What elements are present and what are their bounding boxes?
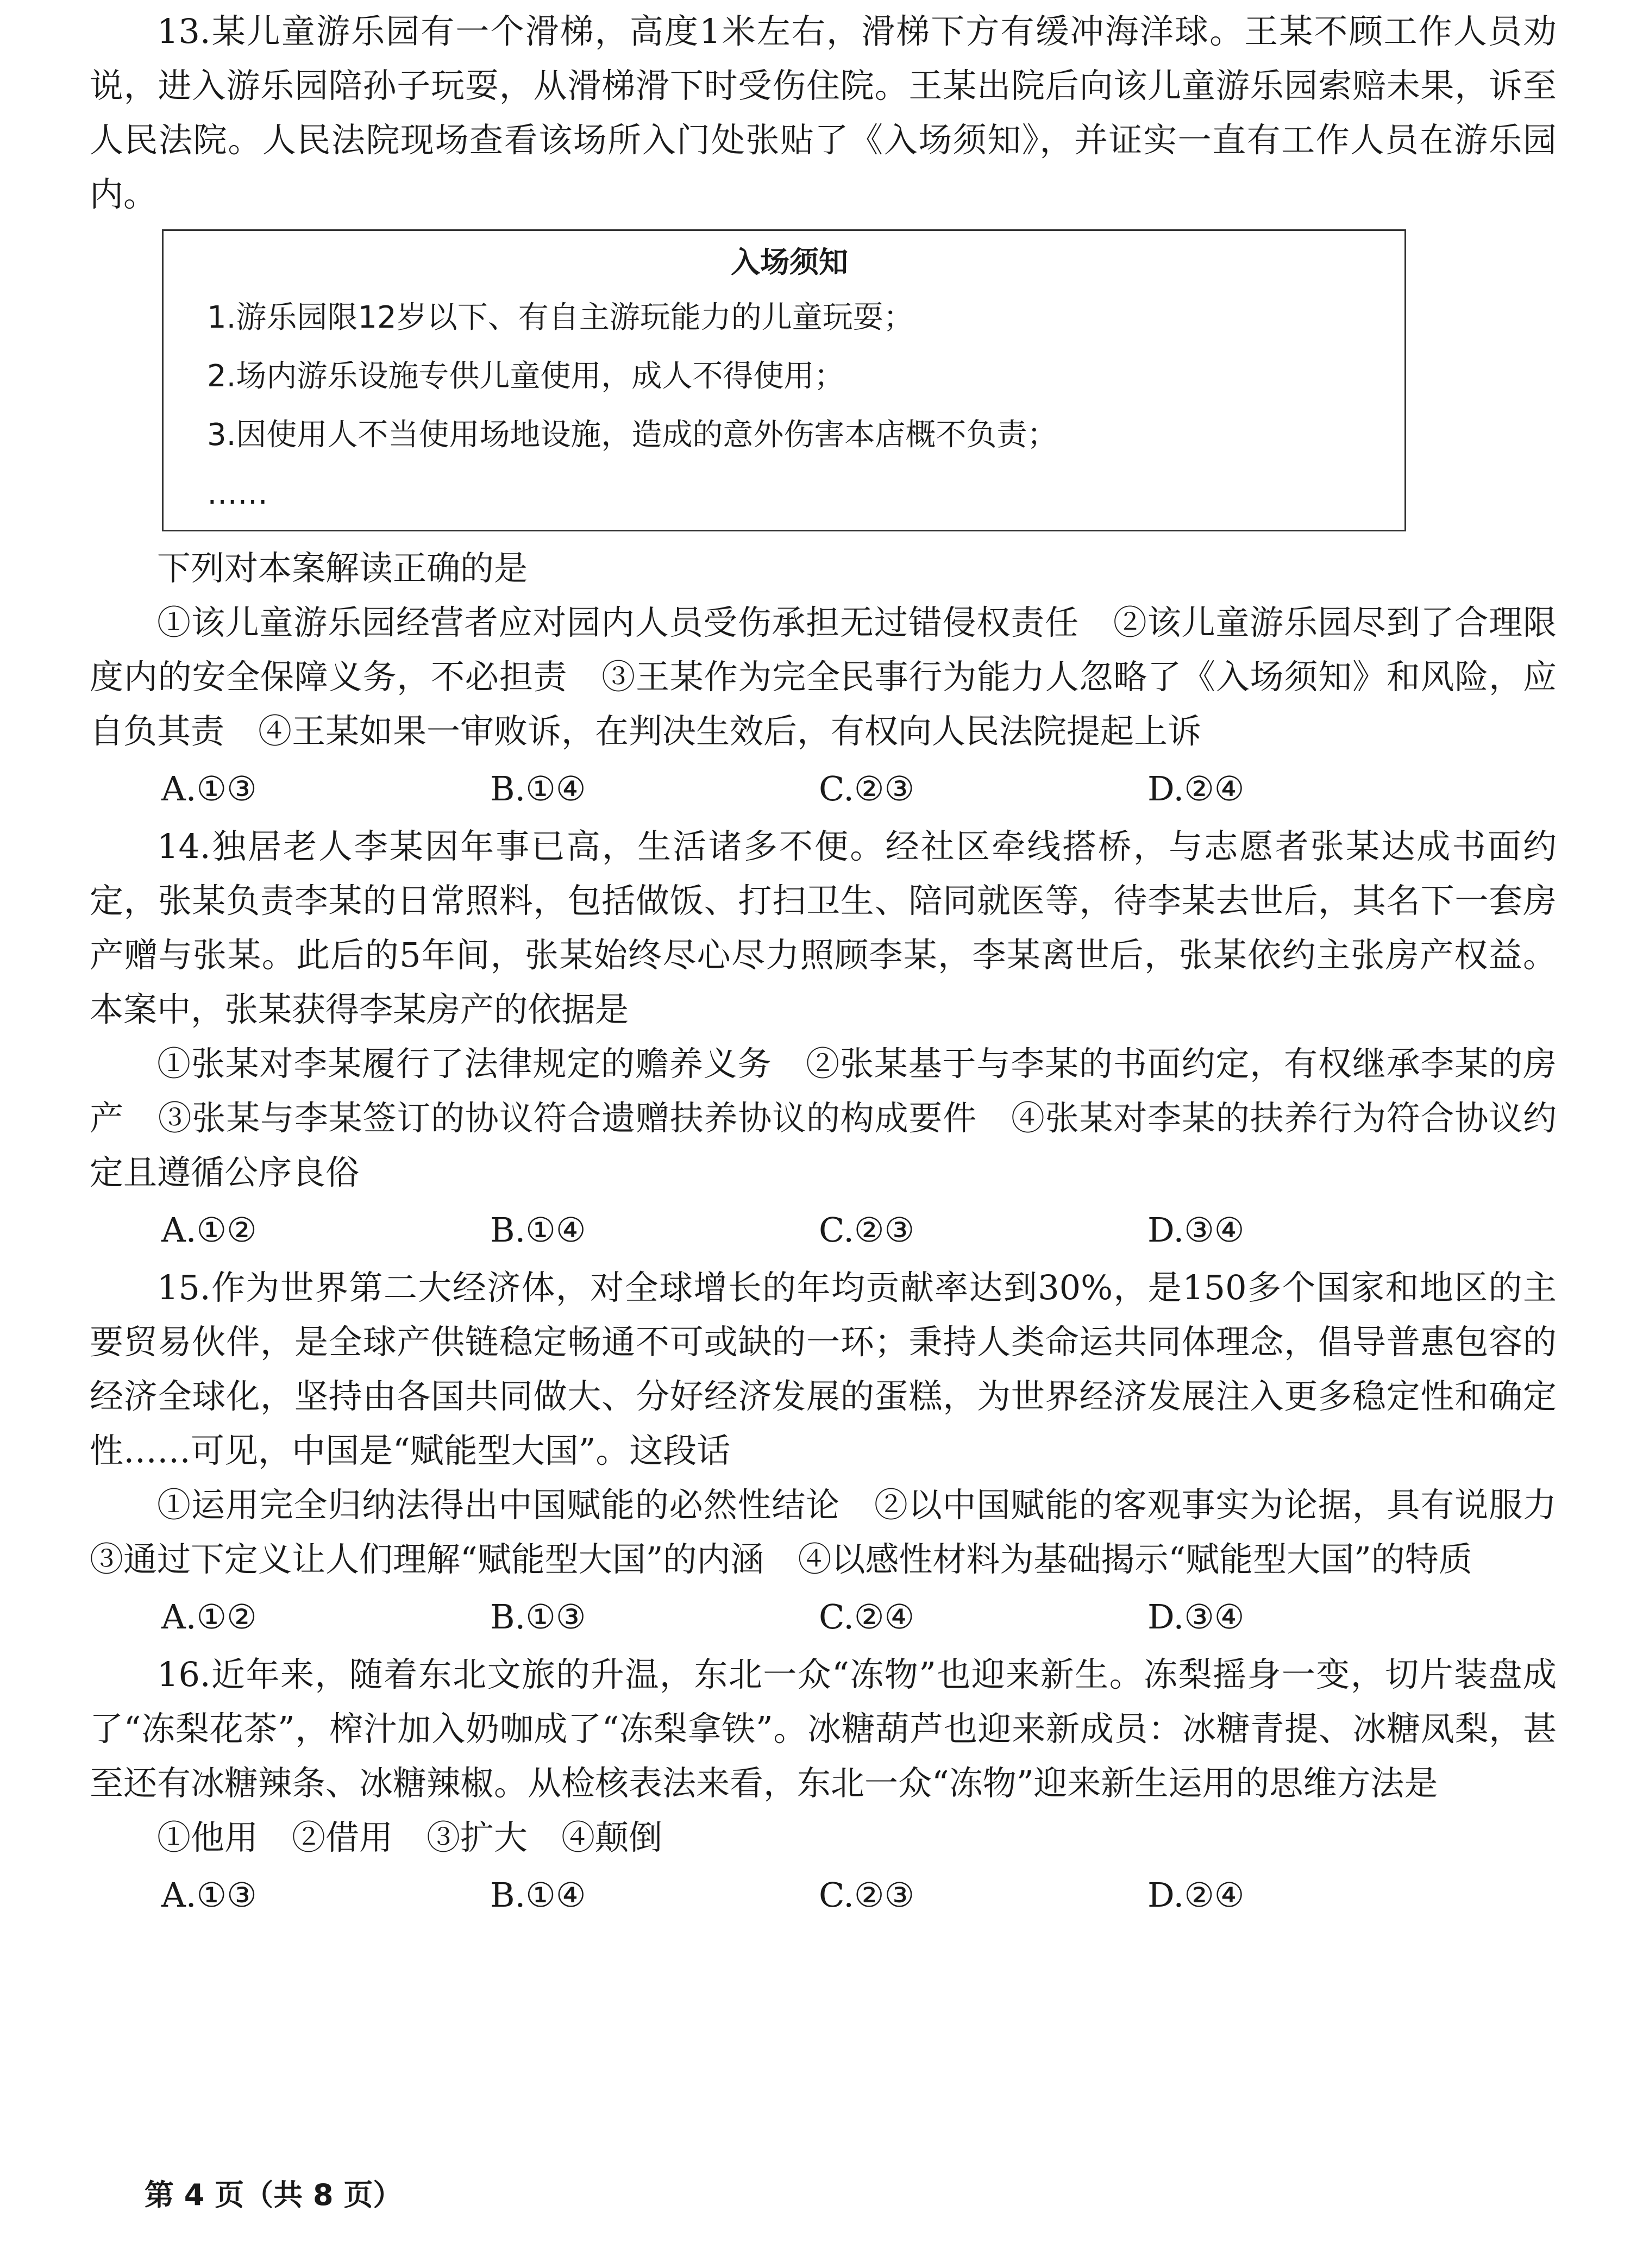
page-number-footer: 第 4 页（共 8 页） — [145, 2178, 403, 2212]
question-15-options — [90, 1587, 1557, 1647]
option-d: D.③④ — [1147, 1210, 1245, 1250]
entry-notice-line-2: 2.场内游乐设施专供儿童使用，成人不得使用； — [207, 359, 845, 394]
option-a: A.①③ — [161, 1875, 257, 1915]
option-c: C.②④ — [819, 1597, 915, 1637]
entry-notice-title: 入场须知 — [731, 245, 848, 279]
question-15 — [90, 1261, 1591, 1647]
option-a: A.①② — [161, 1210, 257, 1250]
option-c: C.②③ — [819, 1875, 915, 1915]
question-13-prompt: 下列对本案解读正确的是 — [157, 548, 528, 588]
option-b: B.①③ — [490, 1597, 586, 1637]
question-16-options — [90, 1865, 1557, 1926]
question-13-stem: 13.某儿童游乐园有一个滑梯，高度1米左右，滑梯下方有缓冲海洋球。王某不顾工作人员劝说，进入游乐园陪孙子玩耍，从滑梯滑下时受伤住院。王某出院后向该儿童游乐园索赔未果，诉至人民法院。人民法院现场查看该场所入门处张贴了《入场须知》，并证实一直有工作人员在游乐园内。 — [90, 11, 1557, 214]
option-c: C.②③ — [819, 1210, 915, 1250]
option-b: B.①④ — [490, 1875, 586, 1915]
question-13-options — [90, 759, 1557, 819]
option-b: B.①④ — [490, 1210, 586, 1250]
option-d: D.③④ — [1147, 1597, 1245, 1637]
question-13 — [90, 0, 1557, 819]
question-16-statements: ①他用 ②借用 ③扩大 ④颠倒 — [157, 1818, 663, 1857]
question-15-stem: 15.作为世界第二大经济体，对全球增长的年均贡献率达到30%，是150多个国家和地区的主要贸易伙伴，是全球产供链稳定畅通不可或缺的一环；秉持人类命运共同体理念，倡导普惠包容的经济全球化，坚持由各国共同做大、分好经济发展的蛋糕，为世界经济发展注入更多稳定性和确定性……可见，中国是“赋能型大国”。这段话 — [90, 1268, 1557, 1470]
question-16-stem: 16.近年来，随着东北文旅的升温，东北一众“冻物”也迎来新生。冻梨摇身一变，切片装盘成了“冻梨花茶”，榨汁加入奶咖成了“冻梨拿铁”。冰糖葫芦也迎来新成员：冰糖青提、冰糖凤梨，甚至还有冰糖辣条、冰糖辣椒。从检核表法来看，东北一众“冻物”迎来新生运用的思维方法是 — [90, 1655, 1557, 1803]
question-16 — [90, 1647, 1557, 1926]
entry-notice-line-3: 3.因使用人不当使用场地设施，造成的意外伤害本店概不负责； — [207, 417, 1058, 453]
option-a: A.①② — [161, 1597, 257, 1637]
option-d: D.②④ — [1147, 1875, 1245, 1915]
question-14-options — [90, 1200, 1557, 1261]
option-c: C.②③ — [819, 769, 915, 809]
option-b: B.①④ — [490, 769, 586, 809]
question-15-statements: ①运用完全归纳法得出中国赋能的必然性结论 ②以中国赋能的客观事实为论据，具有说服力 ③通过下定义让人们理解“赋能型大国”的内涵 ④以感性材料为基础揭示“赋能型大国”的特质 — [90, 1485, 1591, 1579]
question-14 — [90, 819, 1557, 1261]
option-d: D.②④ — [1147, 769, 1245, 809]
exam-page — [90, 0, 1591, 1926]
entry-notice-box — [162, 229, 1406, 531]
question-14-statements: ①张某对李某履行了法律规定的赡养义务 ②张某基于与李某的书面约定，有权继承李某的房产 ③张某与李某签订的协议符合遗赠扶养协议的构成要件 ④张某对李某的扶养行为符合协议约定且遵循公序良俗 — [90, 1044, 1557, 1192]
question-13-statements: ①该儿童游乐园经营者应对园内人员受伤承担无过错侵权责任 ②该儿童游乐园尽到了合理限度内的安全保障义务，不必担责 ③王某作为完全民事行为能力人忽略了《入场须知》和风险，应自负其责 ④王某如果一审败诉，在判决生效后，有权向人民法院提起上诉 — [90, 603, 1557, 751]
entry-notice-line-1: 1.游乐园限12岁以下、有自主游玩能力的儿童玩耍； — [207, 300, 914, 335]
question-14-stem: 14.独居老人李某因年事已高，生活诸多不便。经社区牵线搭桥，与志愿者张某达成书面约定，张某负责李某的日常照料，包括做饭、打扫卫生、陪同就医等，待李某去世后，其名下一套房产赠与张某。此后的5年间，张某始终尽心尽力照顾李某，李某离世后，张某依约主张房产权益。本案中，张某获得李某房产的依据是 — [90, 826, 1557, 1029]
entry-notice-line-4: …… — [207, 476, 268, 511]
option-a: A.①③ — [161, 769, 257, 809]
